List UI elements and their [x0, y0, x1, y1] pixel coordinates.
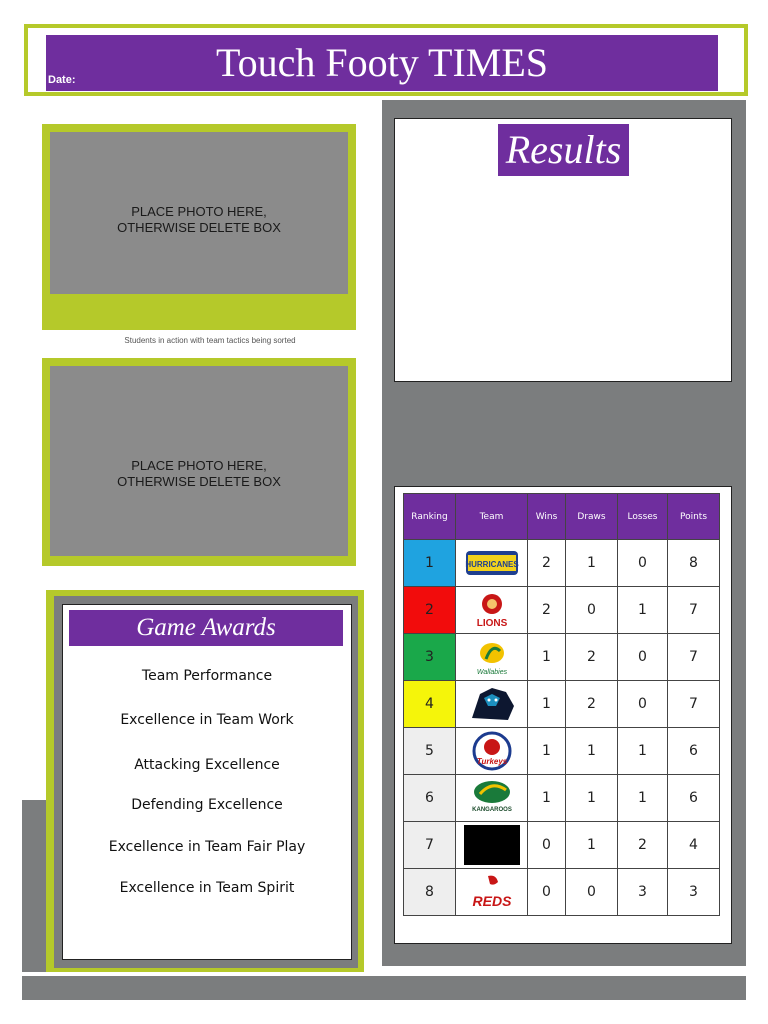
points-cell: 6 [668, 775, 720, 822]
losses-cell: 0 [618, 634, 668, 681]
lions-logo [462, 602, 522, 629]
award-item: Team Performance [141, 668, 273, 684]
ranking-cell: 5 [404, 728, 456, 775]
draws-cell: 1 [566, 540, 618, 587]
svg-text:HURRICANES: HURRICANES [464, 560, 519, 569]
awards-box [62, 604, 352, 960]
team-cell [456, 775, 528, 822]
draws-cell: 0 [566, 869, 618, 916]
date-label: Date: [48, 74, 76, 86]
left-grey-strip [22, 800, 46, 972]
wins-cell: 1 [528, 681, 566, 728]
svg-text:KANGAROOS: KANGAROOS [471, 807, 512, 813]
award-item: Excellence in Team Fair Play [108, 839, 306, 855]
team-cell [456, 587, 528, 634]
ranking-cell: 3 [404, 634, 456, 681]
wins-cell: 2 [528, 587, 566, 634]
page-title: Touch Footy TIMES [215, 40, 549, 85]
ladder-header-row [404, 494, 720, 540]
ladder-row [404, 681, 720, 728]
ladder-row [404, 822, 720, 869]
ranking-cell: 6 [404, 775, 456, 822]
points-cell: 4 [668, 822, 720, 869]
svg-text:LIONS: LIONS [476, 618, 507, 629]
header-losses: Losses [618, 494, 668, 540]
turkeys-logo [462, 743, 522, 766]
svg-text:Wallabies: Wallabies [476, 669, 507, 676]
losses-cell: 0 [618, 540, 668, 587]
losses-cell: 0 [618, 681, 668, 728]
draws-cell: 0 [566, 587, 618, 634]
results-title: Results [498, 124, 629, 176]
ladder-table [403, 493, 720, 916]
wins-cell: 0 [528, 869, 566, 916]
losses-cell: 3 [618, 869, 668, 916]
team-cell [456, 822, 528, 869]
hurricanes-logo [462, 555, 522, 571]
ladder-row [404, 775, 720, 822]
points-cell: 7 [668, 681, 720, 728]
ladder-row [404, 587, 720, 634]
panther-logo [462, 696, 522, 712]
draws-cell: 2 [566, 681, 618, 728]
ranking-cell: 7 [404, 822, 456, 869]
reds-logo [462, 884, 522, 909]
team-cell [456, 869, 528, 916]
photo-caption: Students in action with team tactics being sorted [124, 336, 296, 345]
wins-cell: 0 [528, 822, 566, 869]
svg-text:Turkeys: Turkeys [476, 757, 507, 766]
losses-cell: 1 [618, 587, 668, 634]
ranking-cell: 1 [404, 540, 456, 587]
photo-line-2: OTHERWISE DELETE BOX [117, 474, 281, 489]
losses-cell: 2 [618, 822, 668, 869]
award-item: Excellence in Team Spirit [119, 880, 295, 896]
photo-placeholder-text-2 [50, 458, 348, 490]
team-cell [456, 540, 528, 587]
bottom-grey-bar [22, 976, 746, 1000]
losses-cell: 1 [618, 728, 668, 775]
wins-cell: 1 [528, 775, 566, 822]
team-cell [456, 634, 528, 681]
header-team: Team [456, 494, 528, 540]
draws-cell: 1 [566, 822, 618, 869]
wins-cell: 1 [528, 728, 566, 775]
losses-cell: 1 [618, 775, 668, 822]
points-cell: 8 [668, 540, 720, 587]
draws-cell: 2 [566, 634, 618, 681]
header-wins: Wins [528, 494, 566, 540]
wallabies-logo [462, 649, 522, 676]
points-cell: 3 [668, 869, 720, 916]
photo-line-2: OTHERWISE DELETE BOX [117, 220, 281, 235]
black-box-logo [462, 837, 522, 853]
photo-placeholder-text-1 [50, 204, 348, 236]
draws-cell: 1 [566, 775, 618, 822]
award-item: Excellence in Team Work [120, 712, 294, 728]
award-item: Attacking Excellence [134, 757, 280, 773]
ranking-cell: 4 [404, 681, 456, 728]
ladder-row [404, 869, 720, 916]
header-points: Points [668, 494, 720, 540]
wins-cell: 2 [528, 540, 566, 587]
award-item: Defending Excellence [131, 797, 283, 813]
points-cell: 6 [668, 728, 720, 775]
team-cell [456, 728, 528, 775]
wins-cell: 1 [528, 634, 566, 681]
ladder-row [404, 728, 720, 775]
ladder-row [404, 634, 720, 681]
svg-text:REDS: REDS [472, 893, 511, 909]
header-ranking: Ranking [404, 494, 456, 540]
kangaroos-logo [462, 790, 522, 813]
ladder-row [404, 540, 720, 587]
ranking-cell: 2 [404, 587, 456, 634]
team-cell [456, 681, 528, 728]
points-cell: 7 [668, 587, 720, 634]
photo-line-1: PLACE PHOTO HERE, [131, 204, 267, 219]
awards-title: Game Awards [69, 610, 343, 646]
points-cell: 7 [668, 634, 720, 681]
ranking-cell: 8 [404, 869, 456, 916]
draws-cell: 1 [566, 728, 618, 775]
header-draws: Draws [566, 494, 618, 540]
photo-line-1: PLACE PHOTO HERE, [131, 458, 267, 473]
